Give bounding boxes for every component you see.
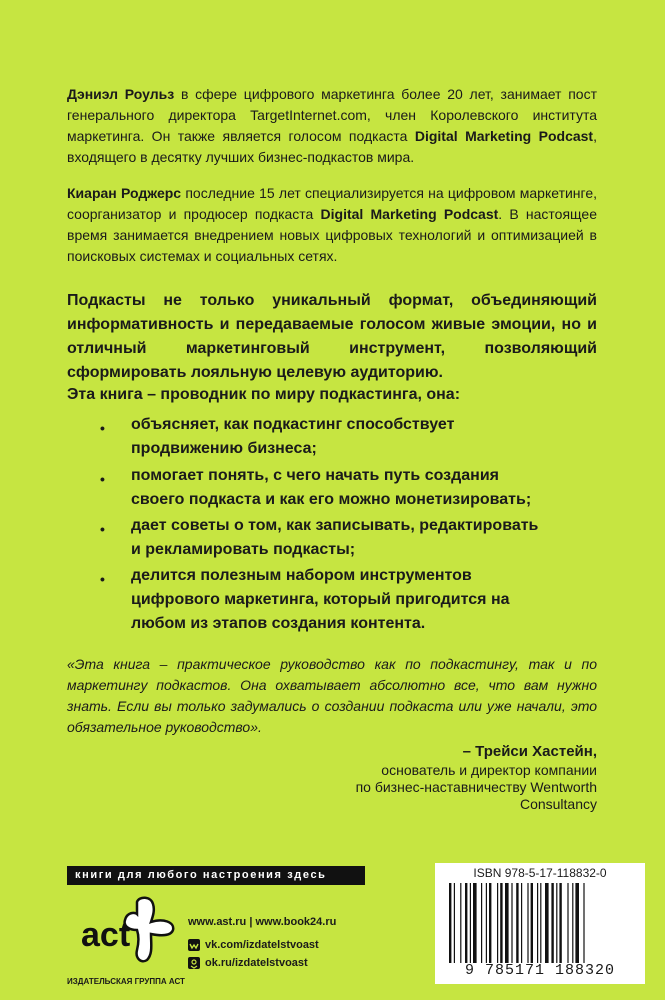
quote-text: «Эта книга – практическое руководство как по подкастингу, так и по маркетингу подкастов. Она охватывает абсолютно все, что вам нужно знать. Если вы только задумались о создании подкаста или уже начали, это обязательное руководство». <box>67 656 597 735</box>
bio-text: . В настоящее время занимается внедрением новых цифровых технологий и оптимизацией в поисковых системах и социальных сетях. <box>67 206 597 264</box>
barcode-bar <box>460 883 461 963</box>
barcode-bar <box>481 883 482 963</box>
podcast-name: Digital Marketing Podcast <box>320 206 499 222</box>
author-name: Дэниэл Роульз <box>67 86 175 102</box>
barcode-bar <box>572 883 573 963</box>
list-item: помогает понять, с чего начать путь создания своего подкаста и как его можно монетизировать; <box>131 467 532 508</box>
ok-url: ok.ru/izdatelstvoast <box>205 957 308 969</box>
bullet-mark: • <box>100 471 105 487</box>
barcode-bar <box>465 883 467 963</box>
ok-icon <box>188 957 200 969</box>
list-title: Эта книга – проводник по миру подкастинга, она: <box>67 386 461 403</box>
list-item: объясняет, как подкастинг способствует продвижению бизнеса; <box>131 416 455 457</box>
ok-link <box>188 956 308 970</box>
quote-author-role: по бизнес-наставничеству Wentworth Consultancy <box>355 779 597 812</box>
barcode-bar <box>540 883 541 963</box>
barcode-bar <box>537 883 538 963</box>
quote-author-role: основатель и директор компании <box>381 762 597 778</box>
barcode-bar <box>470 883 471 963</box>
vk-link <box>188 938 319 952</box>
barcode-bar <box>559 883 561 963</box>
intro-text: Подкасты не только уникальный формат, объединяющий информативность и передаваемые голосом живые эмоции, но и отличный маркетинговый инструмент, позволяющий сформировать лояльную целевую аудиторию. <box>67 292 597 381</box>
barcode-bar <box>516 883 518 963</box>
barcode <box>447 883 637 963</box>
barcode-bar <box>527 883 528 963</box>
isbn-barcode-box <box>435 863 645 984</box>
vk-icon <box>188 939 200 951</box>
publisher-logo <box>67 896 185 988</box>
barcode-bar <box>505 883 509 963</box>
list-item: дает советы о том, как записывать, редактировать и рекламировать подкасты; <box>131 517 539 558</box>
barcode-bar <box>583 883 584 963</box>
barcode-bar <box>497 883 498 963</box>
list-item: делится полезным набором инструментов цифрового маркетинга, который пригодится на любом из этапов создания контента. <box>131 567 510 632</box>
bio-text: , входящего в десятку лучших бизнес-подкастов мира. <box>67 128 597 165</box>
intro-paragraph <box>67 289 597 385</box>
barcode-bar <box>531 883 533 963</box>
author-bio-1 <box>67 84 597 168</box>
barcode-bar <box>575 883 579 963</box>
publisher-logo-text: act <box>81 916 131 954</box>
bio-text: в сфере цифрового маркетинга более 20 лет, занимает пост генерального директора TargetInternet.com, член Королевского института маркетинга. Он также является голосом подкаста <box>67 86 597 144</box>
vk-url: vk.com/izdatelstvoast <box>205 939 319 951</box>
barcode-bar <box>500 883 502 963</box>
barcode-bar <box>473 883 477 963</box>
barcode-bar <box>556 883 557 963</box>
quote-attribution <box>280 742 597 813</box>
quote-author: – Трейси Хастейн, <box>462 743 597 760</box>
barcode-digits: 9 785171 188320 <box>464 962 616 979</box>
publisher-name: ИЗДАТЕЛЬСКАЯ ГРУППА АСТ <box>67 977 185 986</box>
barcode-bar <box>511 883 512 963</box>
quote-block <box>67 654 597 738</box>
bio-text: последние 15 лет специализируется на цифровом маркетинге, соорганизатор и продюсер подкаста <box>67 185 598 222</box>
publisher-logo-icon <box>67 896 179 966</box>
barcode-bar <box>521 883 522 963</box>
barcode-bar <box>454 883 455 963</box>
bullet-mark: • <box>100 571 105 587</box>
podcast-name: Digital Marketing Podcast <box>414 128 594 144</box>
slogan-banner: книги для любого настроения здесь <box>67 866 365 885</box>
author-bio-2 <box>67 183 597 267</box>
isbn-number: ISBN 978-5-17-118832-0 <box>473 866 607 880</box>
bullet-mark: • <box>100 420 105 436</box>
author-name: Киаран Роджерс <box>67 185 182 201</box>
barcode-bar <box>567 883 568 963</box>
barcode-bar <box>489 883 491 963</box>
web-links: www.ast.ru | www.book24.ru <box>188 916 337 928</box>
barcode-bar <box>486 883 487 963</box>
barcode-bar <box>449 883 451 963</box>
barcode-bar <box>545 883 549 963</box>
barcode-bar <box>551 883 553 963</box>
bullet-mark: • <box>100 521 105 537</box>
